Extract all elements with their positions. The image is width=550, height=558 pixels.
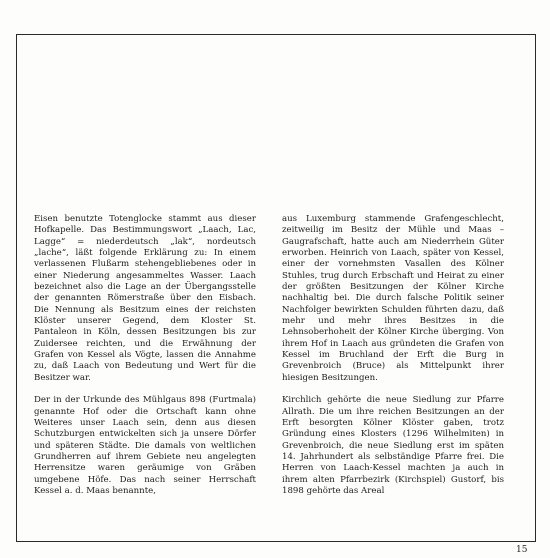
paragraph: aus Luxemburg stammende Grafengeschlecht, zeitweilig im Besitz der Mühle und Maas – Gaugrafschaft, hatte auch am Niederrhein Güter erworben. Heinrich von Laach, später von Kessel, einer der vornehmsten Vasallen des Kölner Stuhles, trug durch Erbschaft und Heirat zu einer der größten Besitzungen der Kölner Kirche nachhaltig bei. Die durch falsche Politik seiner Nachfolger bewirkten Schulden führten dazu, daß mehr und mehr ihres Besitzes in die Lehnsoberhoheit der Kölner Kirche überging. Von ihrem Hof in Laach aus gründeten die Grafen von Kessel im Bruchland der Erft die Burg in Grevenbroich (Bruce) als Mittelpunkt ihrer hiesigen Besitzungen.: [282, 214, 504, 383]
paragraph: Der in der Urkunde des Mühlgaus 898 (Furtmala) genannte Hof oder die Ortschaft kann ohne Weiteres unser Laach sein, denn aus diesen Schutzburgen entwickelten sich ja unsere Dörfer und späteren Städte. Die damals von weltlichen Grundherren auf ihrem Gebiete neu angelegten Herrensitze waren geräumige von Gräben umgebene Höfe. Das nach seiner Herrschaft Kessel a. d. Maas benannte,: [34, 395, 256, 496]
text-column-left: [34, 214, 256, 497]
paragraph: Kirchlich gehörte die neue Siedlung zur Pfarre Allrath. Die um ihre reichen Besitzungen an der Erft besorgten Kölner Klöster gaben, trotz Gründung eines Klosters (1296 Wilhelmiten) in Grevenbroich, die neue Siedlung erst im späten 14. Jahrhundert als selbständige Pfarre frei. Die Herren von Laach-Kessel machten ja auch in ihrem alten Pfarrbezirk (Kirchspiel) Gustorf, bis 1898 gehörte das Areal: [282, 395, 504, 496]
text-column-right: [282, 214, 504, 497]
paragraph: Eisen benutzte Totenglocke stammt aus dieser Hofkapelle. Das Bestimmungswort „Laach, Lac, Lagge“ = niederdeutsch „lak“, nordeutsch „lache“, läßt folgende Erklärung zu: In einem verlassenen Flußarm stehengebliebenes oder in einer Niederung angesammeltes Wasser. Laach bezeichnet also die Lage an der Übergangsstelle der genannten Römerstraße über den Eisbach. Die Nennung als Besitzum eines der reichsten Klöster unserer Gegend, dem Kloster St. Pantaleon in Köln, dessen Besitzungen bis zur Zuidersee reichten, und die Erwähnung der Grafen von Kessel als Vögte, lassen die Annahme zu, daß Laach von Bedeutung und Wert für die Besitzer war.: [34, 214, 256, 383]
page-number: 15: [516, 545, 528, 555]
